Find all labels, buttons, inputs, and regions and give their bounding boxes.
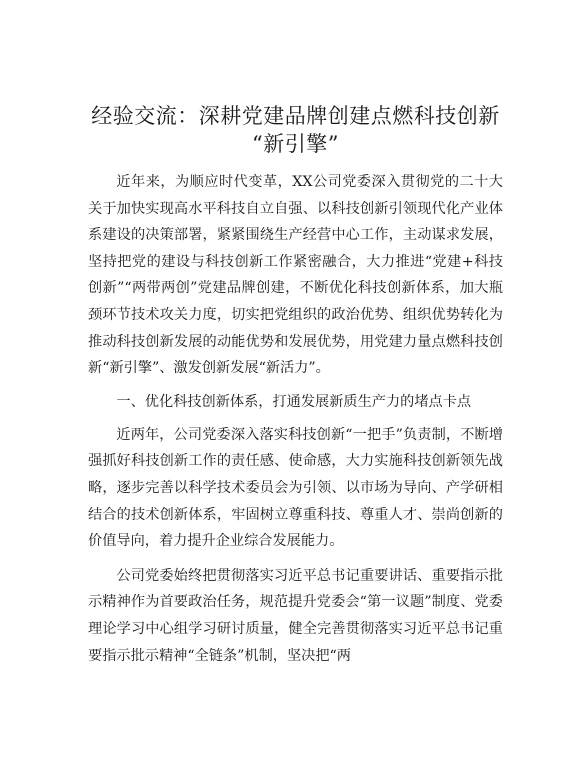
intro-paragraph: 近年来，为顺应时代变革，XX公司党委深入贯彻党的二十大关于加快实现高水平科技自立自强、以科技创新引领现代化产业体系建设的决策部署，紧紧围绕生产经营中心工作，主动谋求发展，坚持把党的建设与科技创新工作紧密融合，大力推进“党建+科技创新”“两带两创”党建品牌创建，不断优化科技创新体系，加大瓶颈环节技术攻关力度，切实把党组织的政治优势、组织优势转化为推动科技创新发展的动能优势和发展优势，用党建力量点燃科技创新“新引擎”、激发创新发展“新活力”。 [88,174,503,377]
section-heading: 一、优化科技创新体系，打通发展新质生产力的堵点卡点 [116,393,472,410]
title-line-2: “新引擎” [252,132,339,156]
document-title [88,0,503,158]
body-paragraph-2: 公司党委始终把贯彻落实习近平总书记重要讲话、重要指示批示精神作为首要政治任务，规范提升党委会“第一议题”制度、党委理论学习中心组学习研讨质量，健全完善贯彻落实习近平总书记重要指示批示精神“全链条”机制，坚决把“两 [88,567,503,664]
body-paragraph-1: 近两年，公司党委深入落实科技创新“一把手”负责制，不断增强抓好科技创新工作的责任感、使命感，大力实施科技创新领先战略，逐步完善以科学技术委员会为引领、以市场为导向、产学研相结合的技术创新体系，牢固树立尊重科技、尊重人才、崇尚创新的价值导向，着力提升企业综合发展能力。 [88,426,503,550]
title-line-1: 经验交流：深耕党建品牌创建点燃科技创新 [91,104,500,128]
